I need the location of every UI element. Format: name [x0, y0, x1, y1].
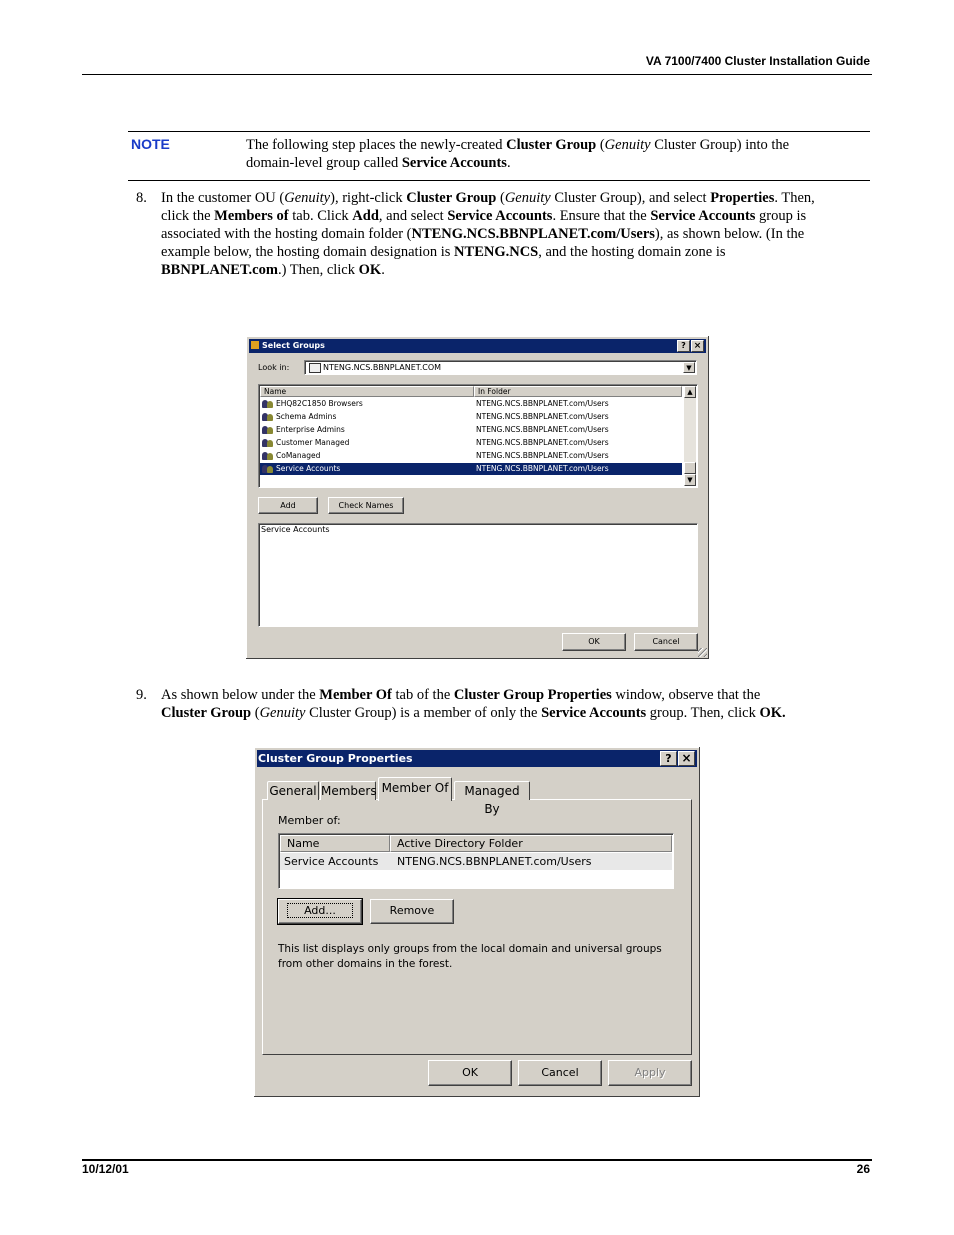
chevron-down-icon[interactable]: ▼	[683, 362, 695, 373]
list-item[interactable]	[260, 398, 682, 410]
column-header-folder[interactable]: In Folder	[474, 386, 682, 397]
step-number: 9.	[136, 687, 147, 703]
scroll-down-icon[interactable]: ▼	[684, 474, 696, 486]
close-button[interactable]: ×	[691, 340, 704, 352]
row-name: Service Accounts	[284, 855, 379, 868]
check-names-button[interactable]: Check Names	[328, 497, 404, 514]
group-name: Enterprise Admins	[276, 425, 345, 434]
group-folder: NTENG.NCS.BBNPLANET.com/Users	[476, 412, 609, 421]
cancel-button[interactable]: Cancel	[518, 1060, 602, 1086]
app-icon	[251, 341, 259, 349]
group-icon	[262, 451, 274, 461]
selected-groups-text: Service Accounts	[261, 525, 330, 534]
group-folder: NTENG.NCS.BBNPLANET.com/Users	[476, 425, 609, 434]
tab-managed-by[interactable]: Managed By	[454, 781, 530, 800]
groups-list[interactable]	[258, 384, 698, 488]
group-folder: NTENG.NCS.BBNPLANET.com/Users	[476, 464, 609, 473]
row-folder: NTENG.NCS.BBNPLANET.com/Users	[397, 855, 592, 868]
look-in-dropdown[interactable]	[304, 360, 697, 375]
select-groups-dialog	[245, 335, 710, 660]
column-header-name[interactable]: Name	[280, 835, 390, 852]
list-item[interactable]	[260, 411, 682, 423]
tab-general[interactable]: General	[267, 781, 319, 800]
list-item[interactable]	[260, 450, 682, 462]
help-button[interactable]: ?	[677, 340, 690, 352]
group-name: EHQ82C1850 Browsers	[276, 399, 363, 408]
group-name: Schema Admins	[276, 412, 337, 421]
step-text: In the customer OU (Genuity), right-click Cluster Group (Genuity Cluster Group), and select Properties. Then, click the Members of tab. Click Add, and select Service Accounts. Ensure that the Service Accounts group is associated with the hosting domain folder (NTENG.NCS.BBNPLANET.com/Users), as shown below. (In the example below, the hosting domain designation is NTENG.NCS, and the hosting domain zone is BBNPLANET.com.) Then, click OK.	[161, 190, 815, 278]
group-icon	[262, 438, 274, 448]
group-icon	[262, 464, 274, 474]
header-rule	[82, 74, 872, 75]
note-label: NOTE	[131, 136, 170, 152]
group-name: Service Accounts	[276, 464, 341, 473]
resize-grip[interactable]	[698, 648, 707, 657]
list-item[interactable]	[260, 437, 682, 449]
remove-button[interactable]: Remove	[370, 899, 454, 924]
note-text: The following step places the newly-created Cluster Group (Genuity Cluster Group) into the domain-level group called Service Accounts.	[246, 137, 790, 171]
domain-icon	[309, 363, 321, 373]
tab-members[interactable]: Members	[320, 781, 376, 800]
tab-member-of[interactable]: Member Of	[378, 777, 452, 801]
step-text: As shown below under the Member Of tab of the Cluster Group Properties window, observe that the Cluster Group (Genuity Cluster Group) is a member of only the Service Accounts group. Then, click OK.	[161, 687, 786, 721]
properties-titlebar	[257, 750, 697, 767]
look-in-value: NTENG.NCS.BBNPLANET.COM	[323, 363, 442, 372]
select-groups-titlebar	[249, 339, 706, 353]
document-header-title: VA 7100/7400 Cluster Installation Guide	[645, 54, 870, 68]
column-header-folder[interactable]: Active Directory Folder	[390, 835, 672, 852]
note-top-rule	[128, 131, 870, 132]
group-folder: NTENG.NCS.BBNPLANET.com/Users	[476, 438, 609, 447]
groups-scrollbar[interactable]	[684, 386, 696, 486]
group-icon	[262, 412, 274, 422]
member-of-list[interactable]	[278, 833, 674, 889]
info-text	[278, 942, 678, 972]
add-button[interactable]	[278, 899, 362, 924]
footer-rule	[82, 1159, 872, 1161]
column-header-name[interactable]: Name	[260, 386, 474, 397]
table-row[interactable]	[280, 853, 672, 870]
scroll-thumb[interactable]	[684, 462, 696, 474]
add-button-label: Add...	[287, 903, 353, 918]
group-folder: NTENG.NCS.BBNPLANET.com/Users	[476, 451, 609, 460]
ok-button[interactable]: OK	[562, 633, 626, 651]
cancel-button[interactable]: Cancel	[634, 633, 698, 651]
page-number: 26	[856, 1162, 870, 1176]
group-icon	[262, 399, 274, 409]
close-button[interactable]: ×	[678, 751, 695, 766]
group-icon	[262, 425, 274, 435]
look-in-label: Look in:	[258, 363, 290, 372]
note-bottom-rule	[128, 180, 870, 181]
add-button[interactable]: Add	[258, 497, 318, 514]
info-line-1: This list displays only groups from the local domain and universal groups	[278, 943, 662, 955]
list-item[interactable]	[260, 424, 682, 436]
group-name: Customer Managed	[276, 438, 350, 447]
properties-dialog	[253, 746, 701, 1098]
dialog-title: Select Groups	[262, 341, 325, 350]
group-name: CoManaged	[276, 451, 321, 460]
footer-date: 10/12/01	[82, 1162, 129, 1176]
help-button[interactable]: ?	[660, 751, 677, 766]
selected-groups-box[interactable]	[258, 523, 698, 627]
step-number: 8.	[136, 190, 147, 206]
list-item[interactable]	[260, 463, 682, 475]
ok-button[interactable]: OK	[428, 1060, 512, 1086]
member-of-label: Member of:	[278, 814, 341, 827]
scroll-up-icon[interactable]: ▲	[684, 386, 696, 398]
group-folder: NTENG.NCS.BBNPLANET.com/Users	[476, 399, 609, 408]
apply-button[interactable]: Apply	[608, 1060, 692, 1086]
info-line-2: from other domains in the forest.	[278, 958, 453, 970]
dialog-title: Cluster Group Properties	[258, 752, 413, 765]
